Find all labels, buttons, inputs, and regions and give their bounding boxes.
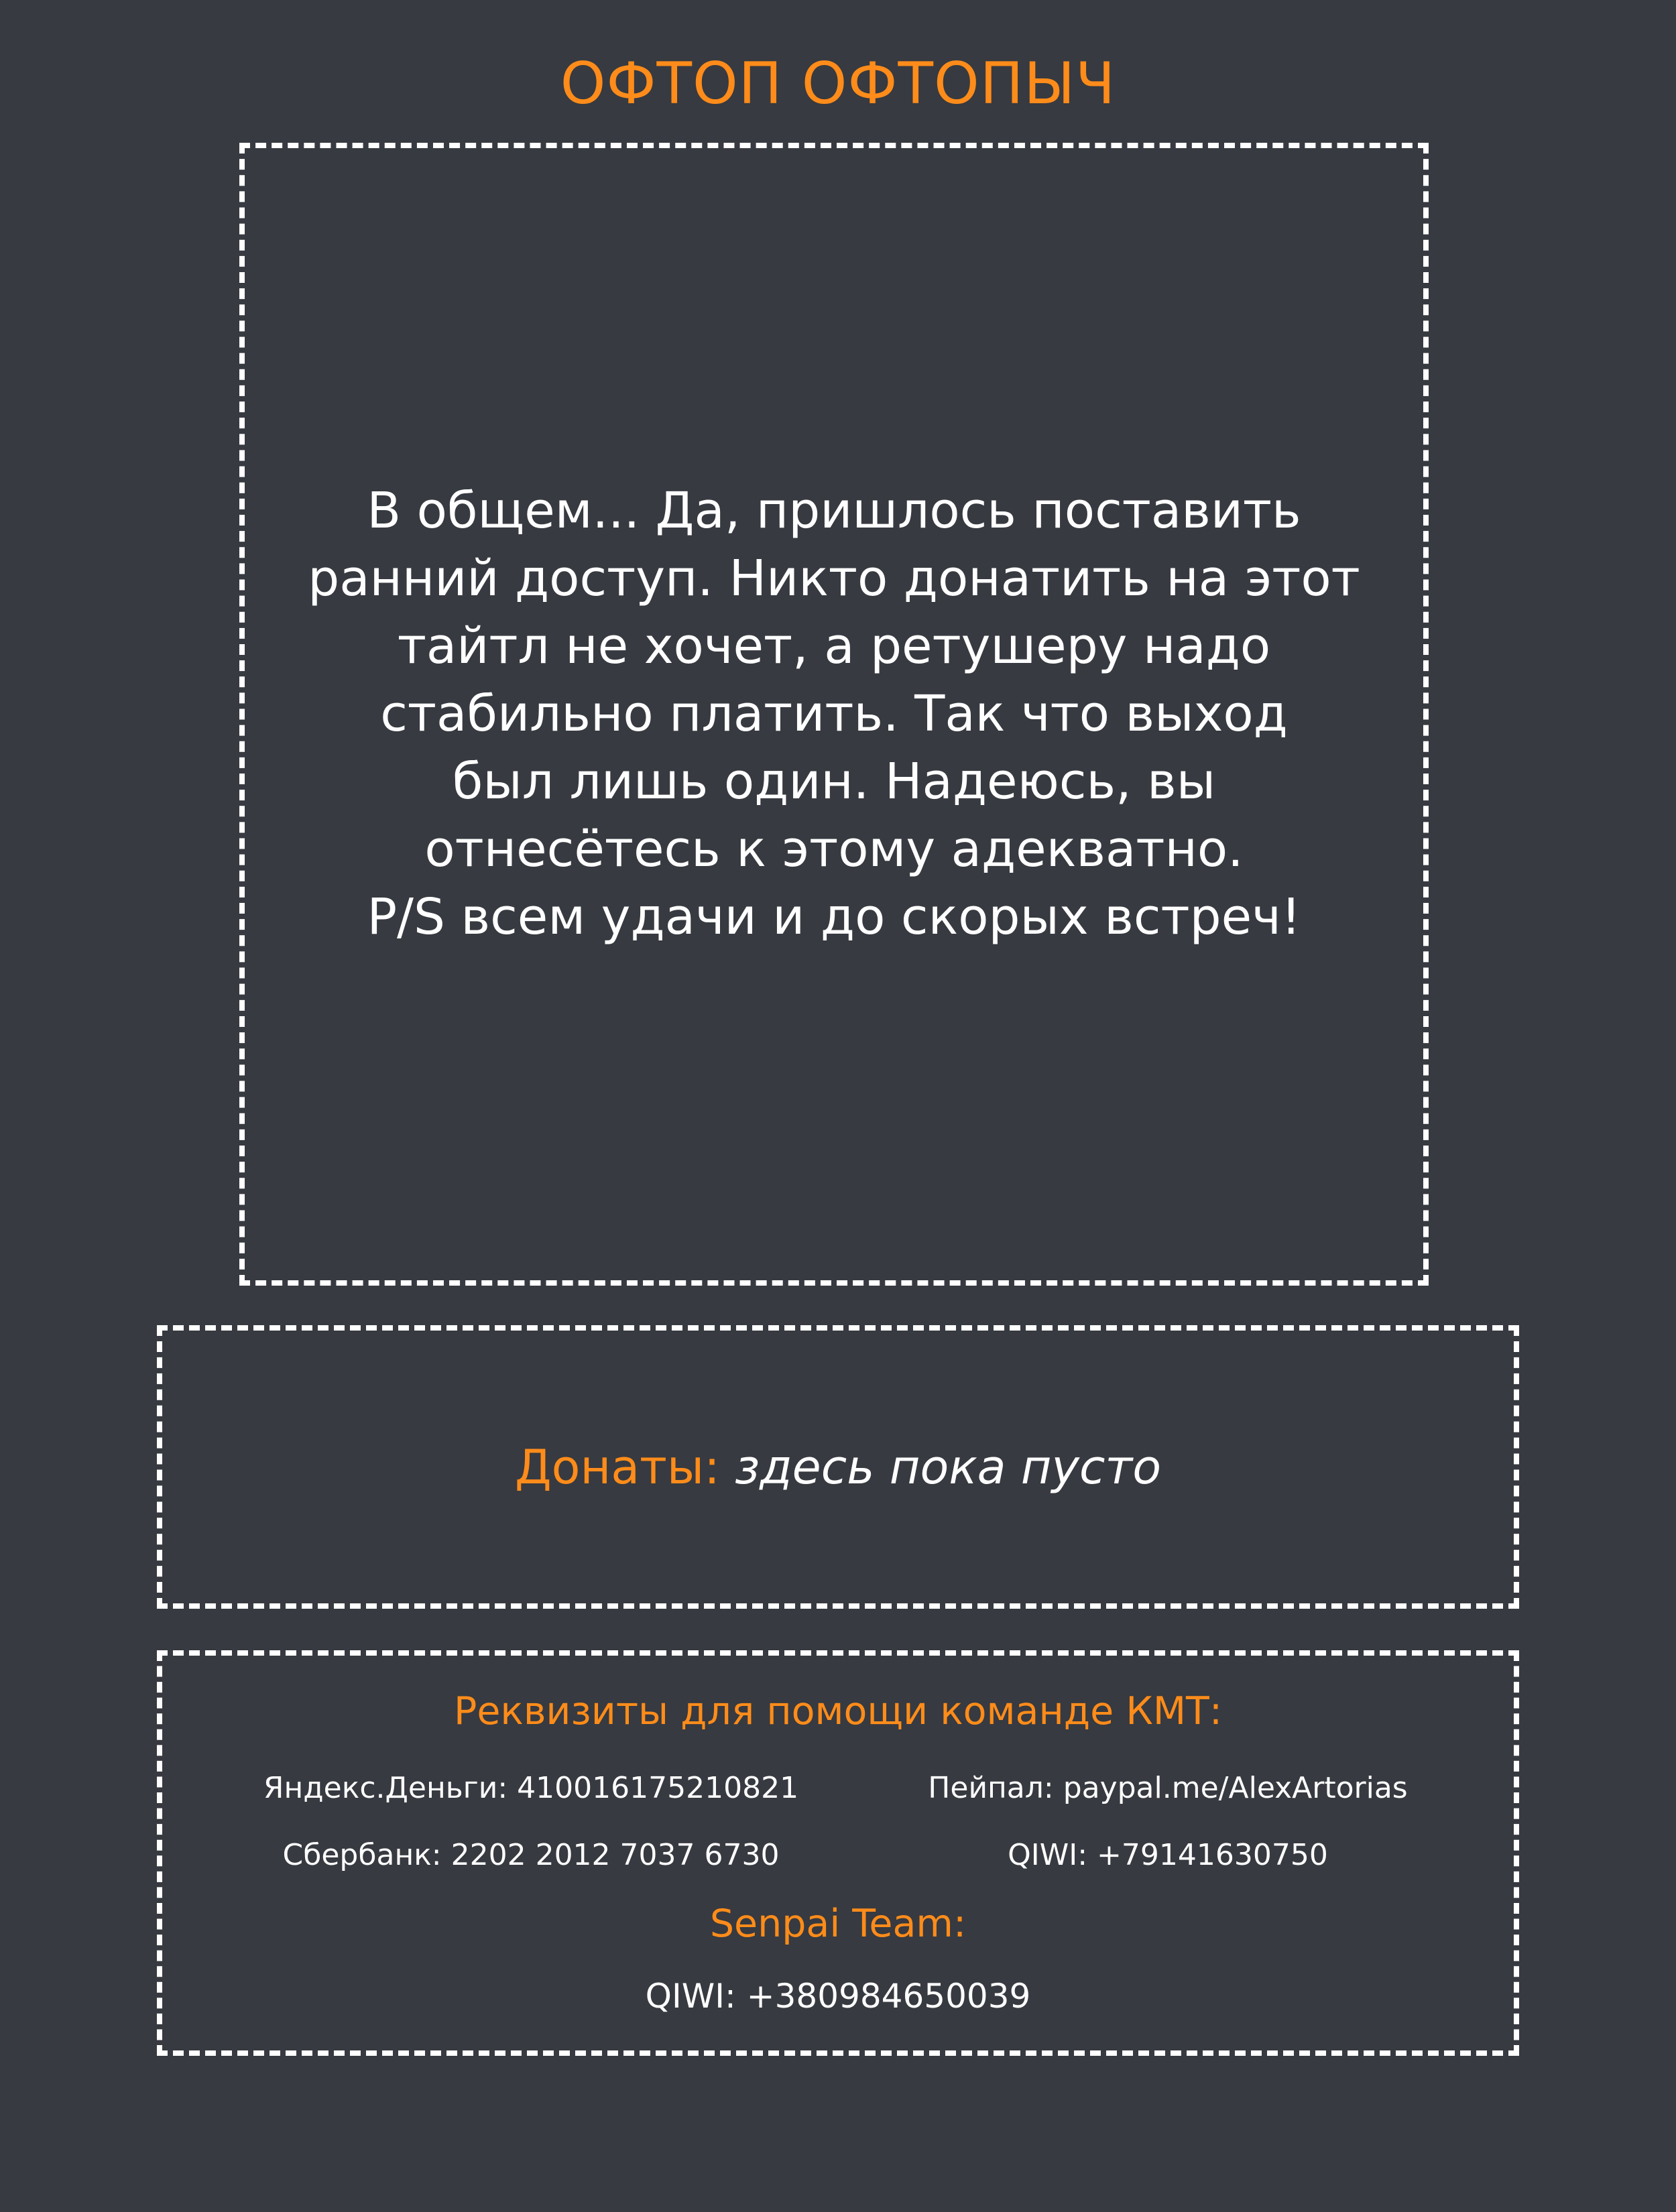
donations-value: здесь пока пусто: [735, 1439, 1162, 1495]
message-line: отнесётесь к этому адекватно.: [424, 820, 1244, 878]
message-box: [239, 143, 1429, 1286]
message-line: ранний доступ. Никто донатить на этот: [308, 550, 1360, 607]
message-line: стабильно платить. Так что выход: [380, 685, 1288, 743]
requisite-qiwi: QIWI: +79141630750: [1008, 1838, 1328, 1872]
requisite-yandex-money: Яндекс.Деньги: 410016175210821: [263, 1771, 799, 1805]
donations-box: [157, 1325, 1519, 1609]
requisites-box: [157, 1650, 1519, 2056]
page-title: ОФТОП ОФТОПЫЧ: [560, 50, 1116, 117]
requisite-sberbank: Сбербанк: 2202 2012 7037 6730: [282, 1838, 780, 1872]
message-line: тайтл не хочет, а ретушеру надо: [397, 617, 1271, 675]
team-qiwi: QIWI: +380984650039: [645, 1977, 1031, 2016]
message-line: P/S всем удачи и до скорых встреч!: [367, 888, 1301, 946]
team-title: Senpai Team:: [709, 1902, 967, 1946]
donations-label: Донаты:: [514, 1439, 720, 1495]
requisite-paypal: Пейпал: paypal.me/AlexArtorias: [928, 1771, 1408, 1805]
requisites-title: Реквизиты для помощи команде КМТ:: [453, 1689, 1223, 1733]
message-line: был лишь один. Надеюсь, вы: [452, 753, 1216, 810]
donations-line: [515, 1437, 1161, 1497]
message-text: [281, 477, 1387, 951]
message-line: В общем... Да, пришлось поставить: [367, 482, 1301, 540]
